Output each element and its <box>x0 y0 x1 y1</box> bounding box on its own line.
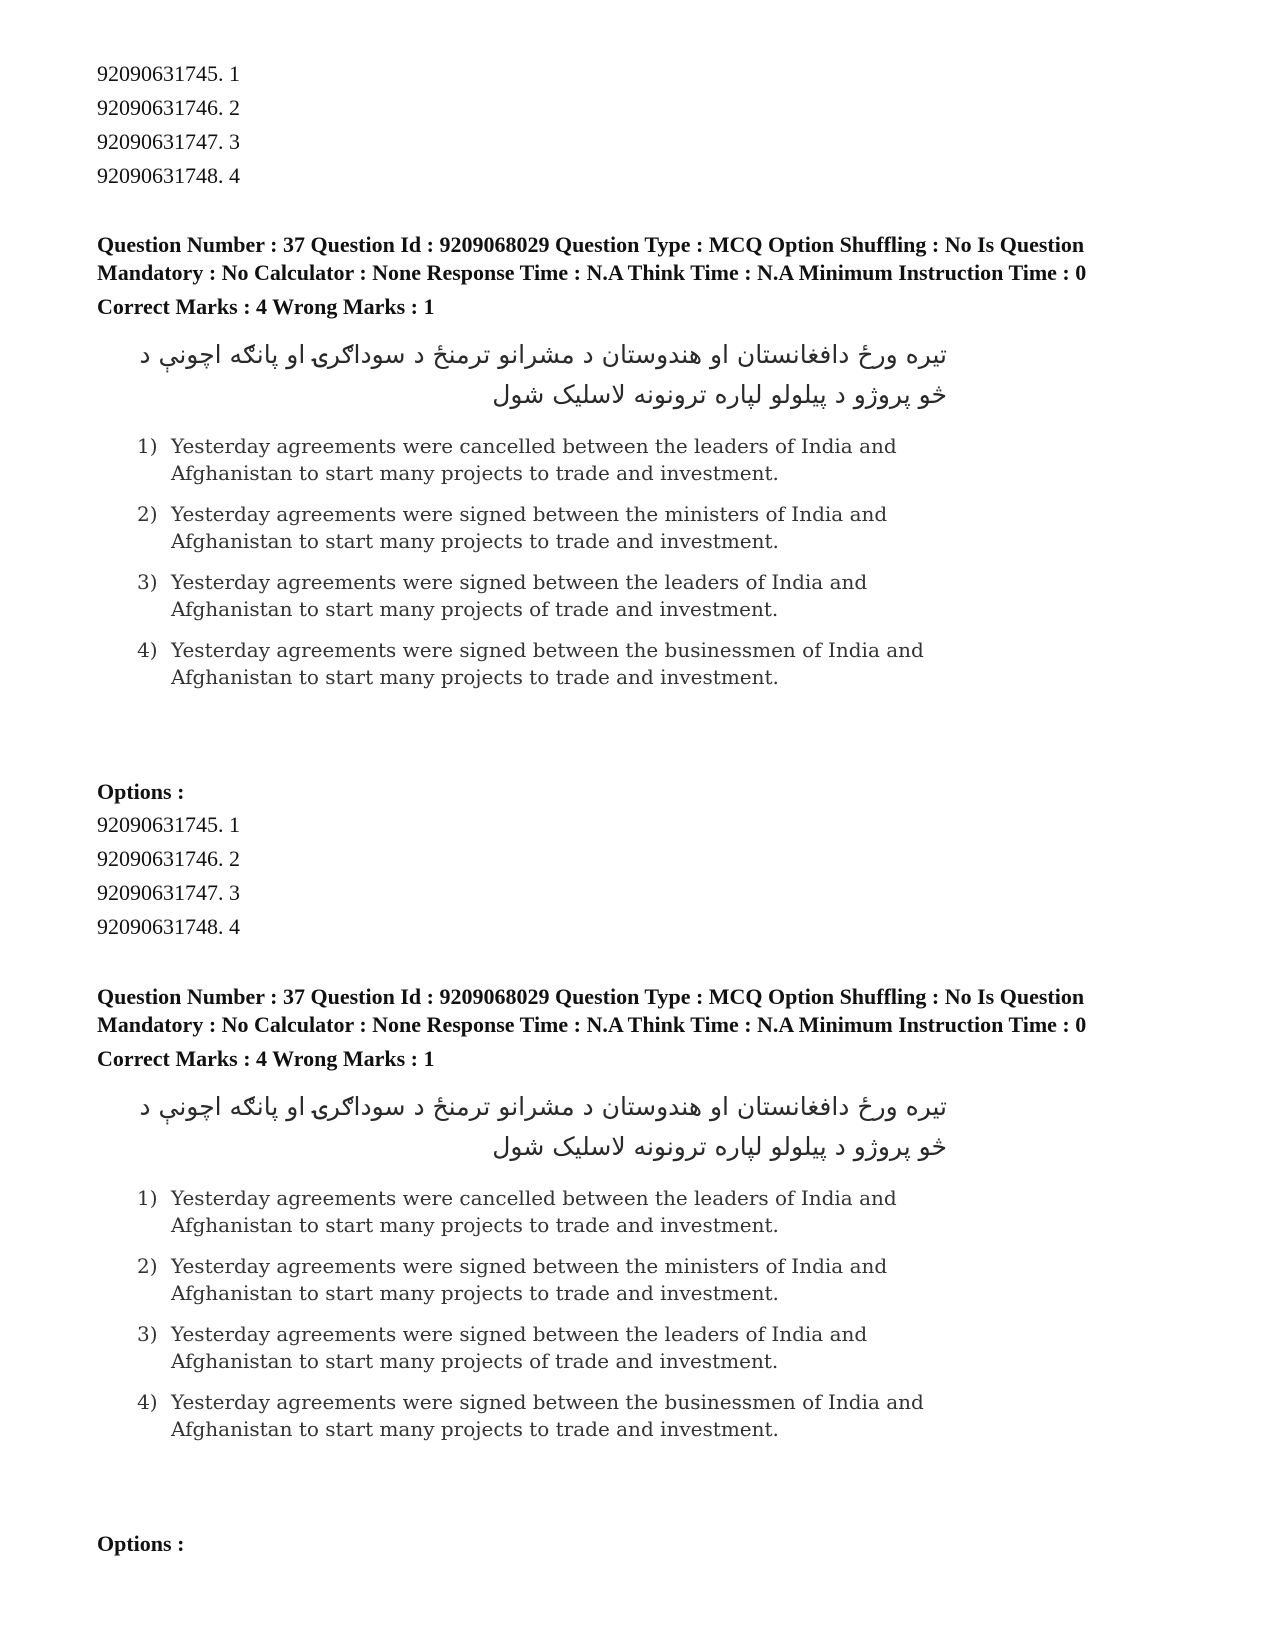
question-header: Question Number : 37 Question Id : 9209068029 Question Type : MCQ Option Shuffling : No Is Question Mandatory : No Calculator : None Response Time : N.A Think Time : N.A Minimum Instruction Time : 0 <box>97 984 1087 1037</box>
question-block <box>97 983 1177 1457</box>
options-section <box>97 1530 1177 1558</box>
choice-number: 4) <box>137 638 158 662</box>
choice-text: Yesterday agreements were signed between the businessmen of India and Afghanistan to start many projects to trade and investment. <box>171 638 924 689</box>
options-label: Options : <box>97 779 185 804</box>
options-section <box>97 778 1177 944</box>
pashto-line: تیره ورځ دافغانستان او هندوستان د مشرانو ترمنځ د سوداګرۍ او پانګه اچونې د <box>139 340 947 369</box>
question-image <box>97 335 977 691</box>
choice-text: Yesterday agreements were signed between the leaders of India and Afghanistan to start many projects of trade and investment. <box>171 1322 868 1373</box>
option-line: 92090631747. 3 <box>97 880 240 905</box>
choice-number: 2) <box>137 502 158 526</box>
pashto-line: څو پروژو د پیلولو لپاره ترونونه لاسلیک شول <box>492 380 947 409</box>
option-line: 92090631746. 2 <box>97 95 240 120</box>
choice-item <box>137 637 977 691</box>
choice-item <box>137 1253 977 1307</box>
option-line: 92090631746. 2 <box>97 846 240 871</box>
pashto-line: څو پروژو د پیلولو لپاره ترونونه لاسلیک شول <box>492 1132 947 1161</box>
choice-number: 1) <box>137 1186 158 1210</box>
question-marks: Correct Marks : 4 Wrong Marks : 1 <box>97 1046 435 1071</box>
choice-number: 2) <box>137 1254 158 1278</box>
choice-number: 1) <box>137 434 158 458</box>
choice-item <box>137 1321 977 1375</box>
top-options-list <box>97 57 1177 193</box>
choice-item <box>137 569 977 623</box>
choice-text: Yesterday agreements were cancelled between the leaders of India and Afghanistan to start many projects to trade and investment. <box>171 1186 897 1237</box>
question-marks: Correct Marks : 4 Wrong Marks : 1 <box>97 294 435 319</box>
choice-number: 4) <box>137 1390 158 1414</box>
choice-item <box>137 433 977 487</box>
question-image <box>97 1087 977 1443</box>
choice-list <box>97 1185 977 1443</box>
choice-text: Yesterday agreements were signed between the ministers of India and Afghanistan to start many projects to trade and investment. <box>171 502 888 553</box>
choice-text: Yesterday agreements were cancelled between the leaders of India and Afghanistan to start many projects to trade and investment. <box>171 434 897 485</box>
choice-number: 3) <box>137 570 158 594</box>
choice-item <box>137 1389 977 1443</box>
choice-text: Yesterday agreements were signed between the leaders of India and Afghanistan to start many projects of trade and investment. <box>171 570 868 621</box>
choice-item <box>137 501 977 555</box>
option-line: 92090631745. 1 <box>97 61 240 86</box>
choice-text: Yesterday agreements were signed between the ministers of India and Afghanistan to start many projects to trade and investment. <box>171 1254 888 1305</box>
option-line: 92090631748. 4 <box>97 914 240 939</box>
option-line: 92090631747. 3 <box>97 129 240 154</box>
choice-number: 3) <box>137 1322 158 1346</box>
question-block <box>97 231 1177 705</box>
option-line: 92090631745. 1 <box>97 812 240 837</box>
choice-item <box>137 1185 977 1239</box>
choice-text: Yesterday agreements were signed between the businessmen of India and Afghanistan to start many projects to trade and investment. <box>171 1390 924 1441</box>
options-label: Options : <box>97 1531 185 1556</box>
choice-list <box>97 433 977 691</box>
option-line: 92090631748. 4 <box>97 163 240 188</box>
question-header: Question Number : 37 Question Id : 9209068029 Question Type : MCQ Option Shuffling : No Is Question Mandatory : No Calculator : None Response Time : N.A Think Time : N.A Minimum Instruction Time : 0 <box>97 232 1087 285</box>
pashto-line: تیره ورځ دافغانستان او هندوستان د مشرانو ترمنځ د سوداګرۍ او پانګه اچونې د <box>139 1092 947 1121</box>
